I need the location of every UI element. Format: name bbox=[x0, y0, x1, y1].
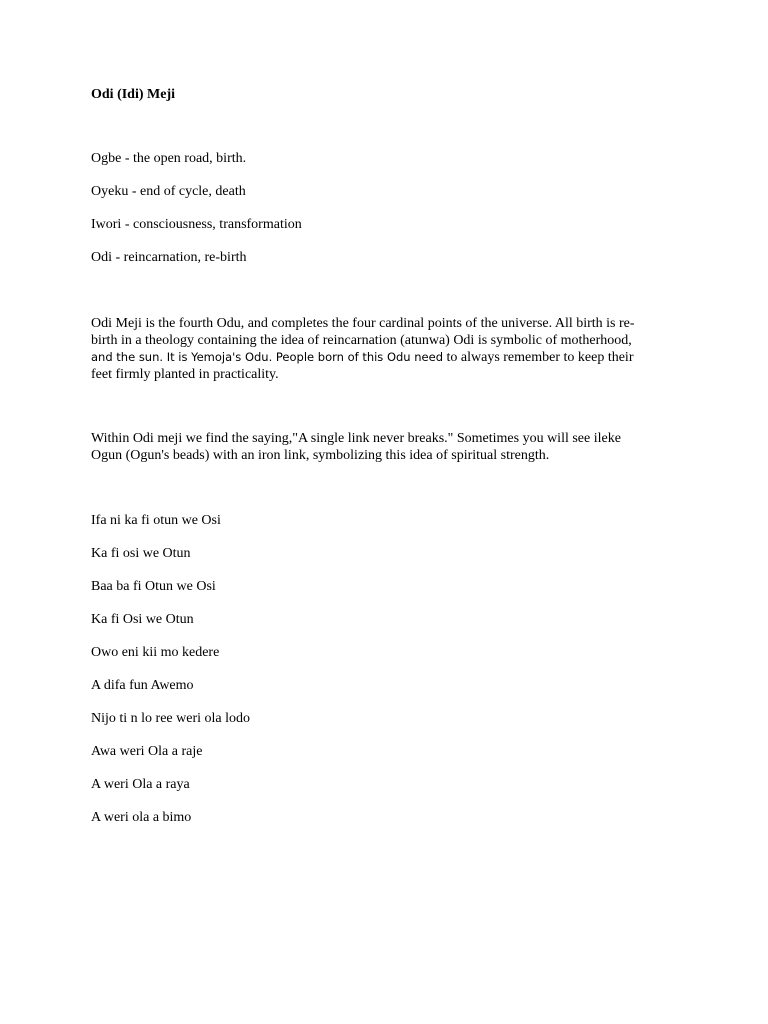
paragraph-line: feet firmly planted in practicality. bbox=[91, 366, 279, 382]
document-title: Odi (Idi) Meji bbox=[91, 87, 175, 102]
odu-list-item: Iwori - consciousness, transformation bbox=[91, 217, 302, 232]
paragraph-line: birth in a theology containing the idea of reincarnation (atunwa) Odi is symbolic of motherhood, bbox=[91, 332, 632, 348]
paragraph-line: Within Odi meji we find the saying,"A single link never breaks." Sometimes you will see ileke bbox=[91, 431, 621, 446]
paragraph-line-alt-font-segment: and the sun. It is Yemoja's Odu. People born of this Odu need bbox=[91, 350, 443, 364]
odu-list-item: Ogbe - the open road, birth. bbox=[91, 151, 247, 166]
odu-list-item: Oyeku - end of cycle, death bbox=[91, 184, 246, 199]
verse-line: A weri ola a bimo bbox=[91, 810, 192, 825]
verse-line: Ka fi osi we Otun bbox=[91, 546, 191, 561]
verse-line: A weri Ola a raya bbox=[91, 777, 190, 792]
odu-list-item: Odi - reincarnation, re-birth bbox=[91, 250, 247, 265]
verse-line: Ka fi Osi we Otun bbox=[91, 612, 194, 627]
verse-line: Nijo ti n lo ree weri ola lodo bbox=[91, 711, 251, 726]
verse-line: A difa fun Awemo bbox=[91, 678, 194, 693]
verse-line: Ifa ni ka fi otun we Osi bbox=[91, 513, 221, 528]
paragraph-line bbox=[91, 349, 691, 367]
paragraph-line: Ogun (Ogun's beads) with an iron link, symbolizing this idea of spiritual strength. bbox=[91, 447, 550, 463]
verse-line: Awa weri Ola a raje bbox=[91, 744, 203, 759]
verse-line: Baa ba fi Otun we Osi bbox=[91, 579, 216, 594]
paragraph-line-segment: to always remember to keep their bbox=[443, 350, 634, 365]
paragraph-odi-meji bbox=[91, 316, 691, 383]
paragraph-line: Odi Meji is the fourth Odu, and completes the four cardinal points of the universe. All birth is re- bbox=[91, 316, 635, 331]
paragraph-single-link bbox=[91, 431, 691, 464]
verse-line: Owo eni kii mo kedere bbox=[91, 645, 220, 660]
